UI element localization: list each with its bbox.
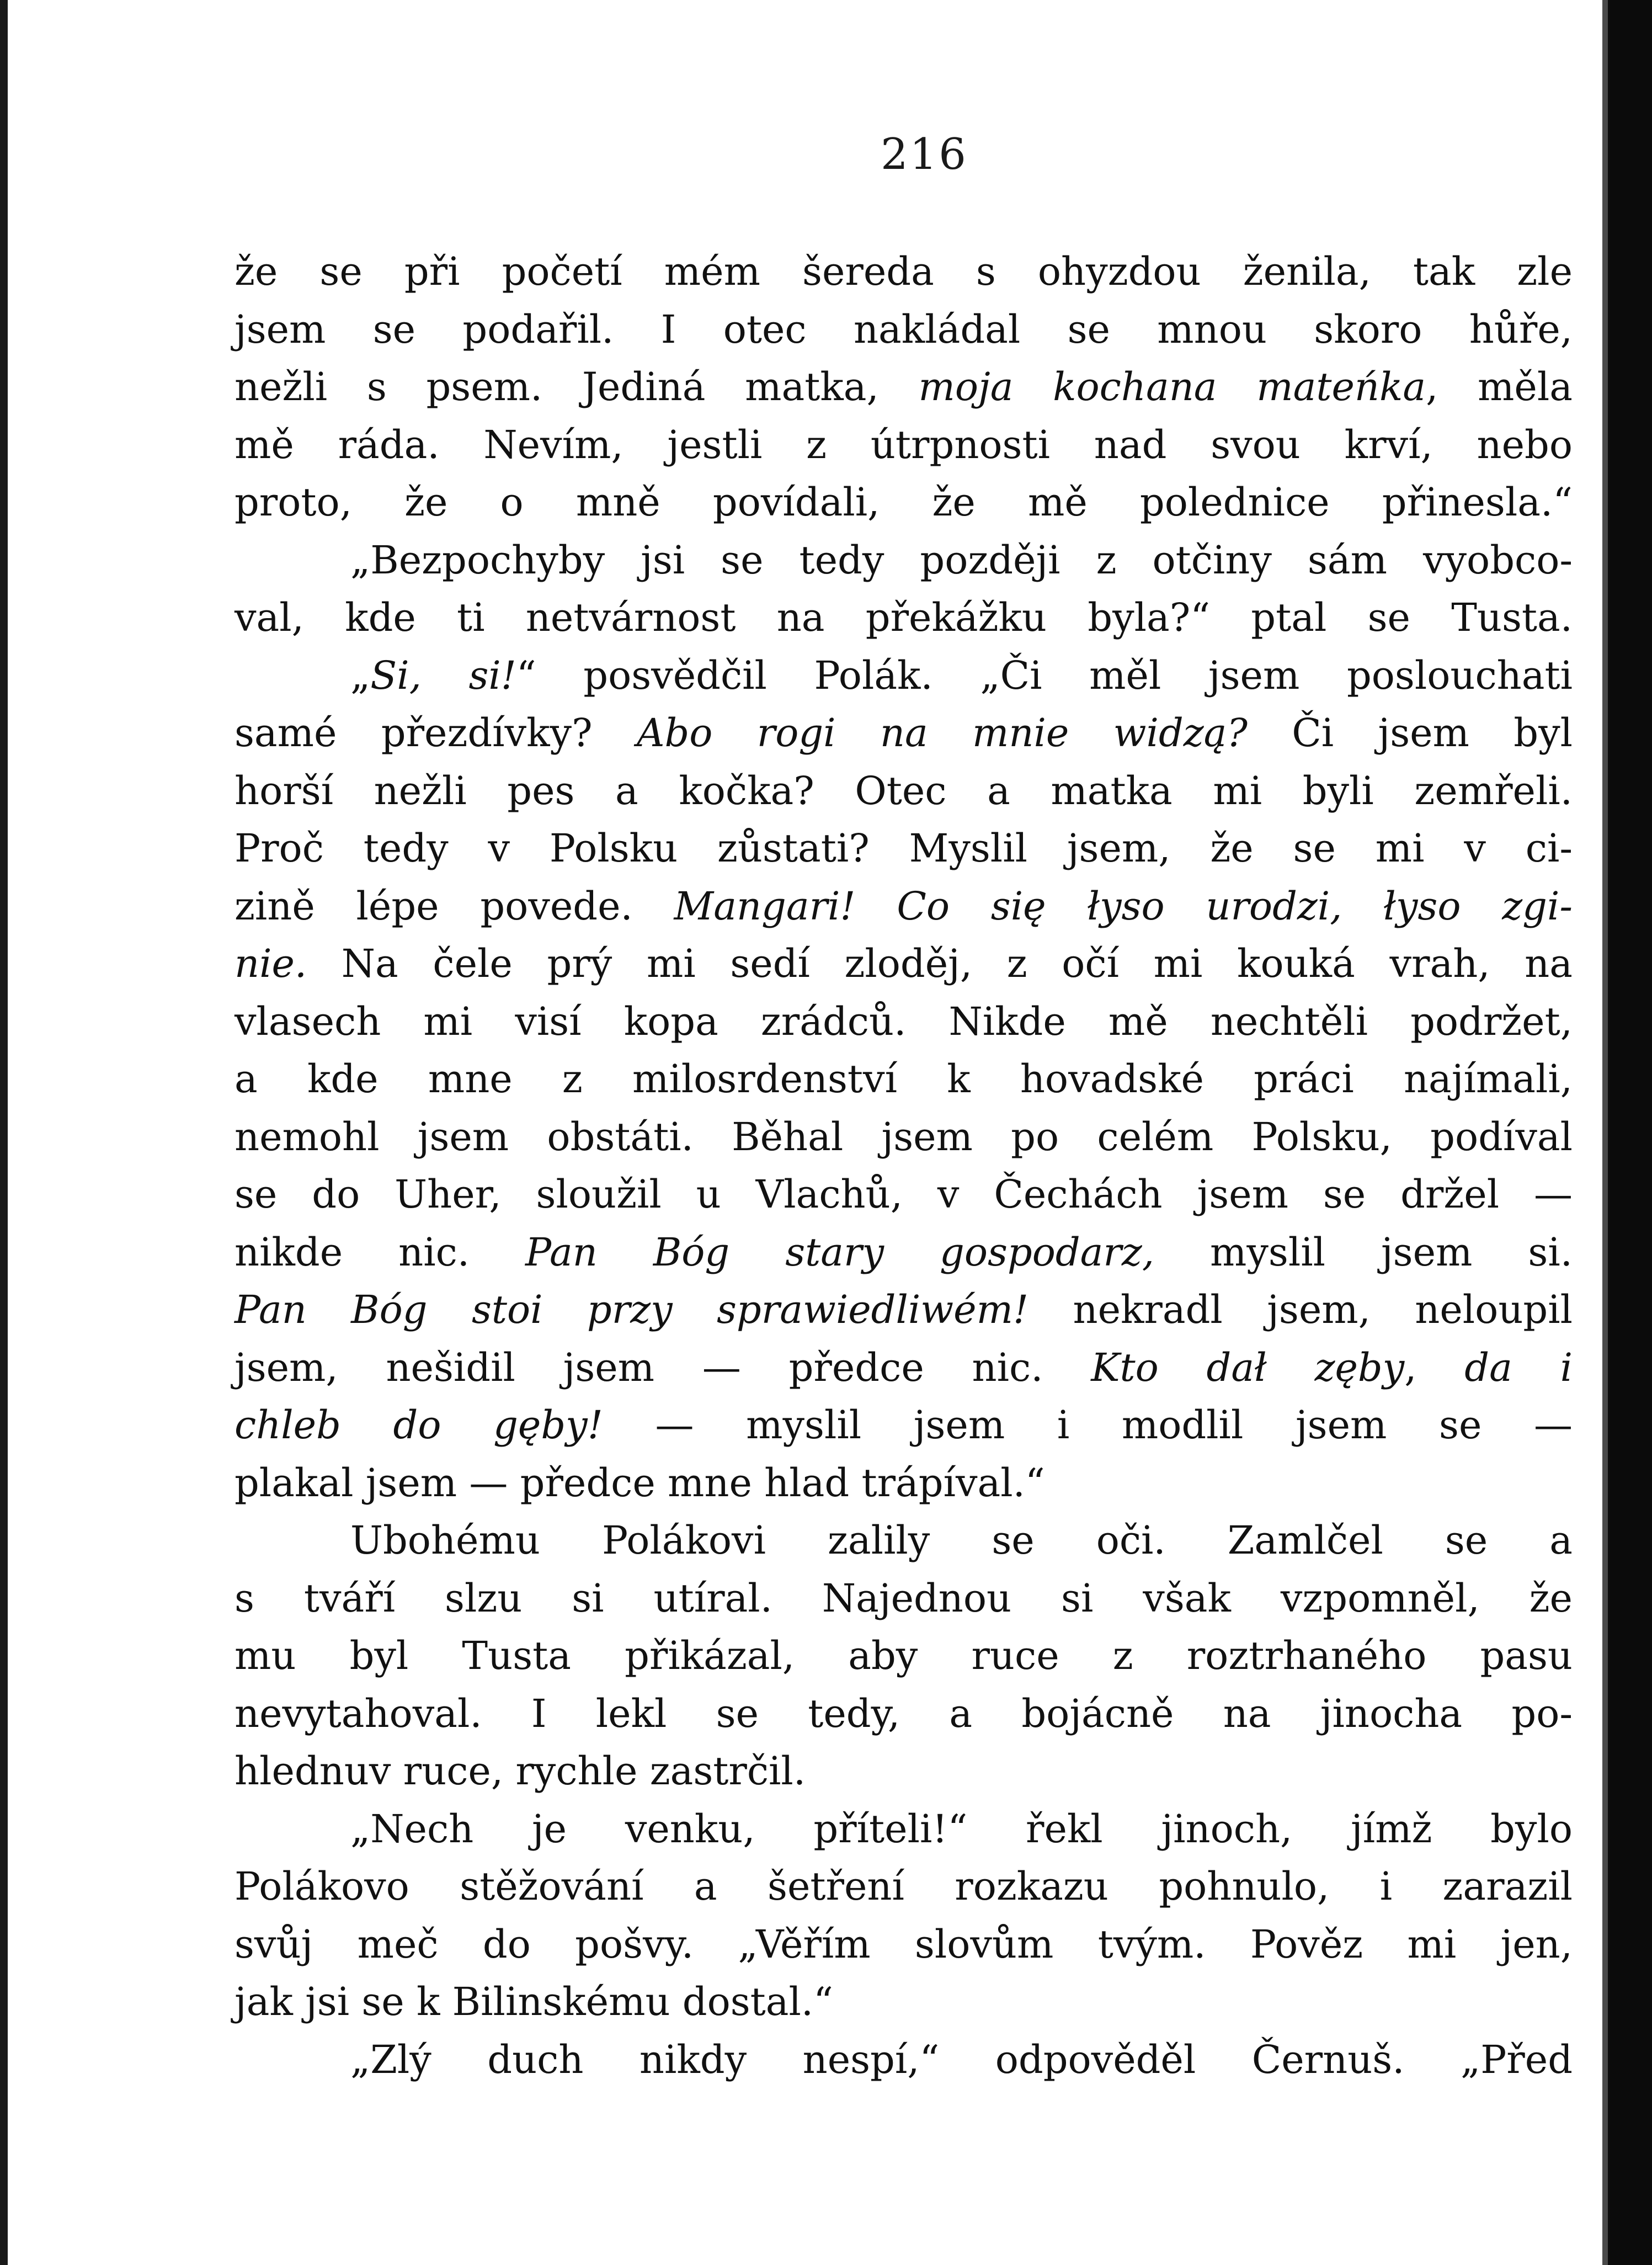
text-line: [235, 1570, 1573, 1628]
italic-phrase: chleb do gęby!: [235, 1402, 603, 1448]
italic-phrase: moja kochana mateńka: [918, 364, 1426, 410]
text-line: [235, 416, 1573, 474]
text-line: [235, 243, 1573, 301]
text-line: [235, 704, 1573, 762]
italic-phrase: Abo rogi na mnie widzą?: [636, 710, 1248, 756]
text-line: [235, 1281, 1573, 1339]
text-run: — myslil jsem i modlil jsem se —: [603, 1402, 1573, 1448]
text-run: , měla: [1426, 364, 1573, 410]
text-run: Ubohému Polákovi zalily se oči. Zamlčel se a: [350, 1518, 1573, 1563]
text-run: “ posvědčil Polák. „Či měl jsem poslouchati: [516, 652, 1573, 698]
text-line: [235, 1454, 1573, 1512]
text-run: proto, že o mně povídali, že mě polednice přinesla.“: [235, 480, 1573, 525]
text-run: nevytahoval. I lekl se tedy, a bojácně na jinocha po-: [235, 1690, 1573, 1736]
text-run: samé přezdívky?: [235, 710, 637, 756]
text-run: mu byl Tusta přikázal, aby ruce z roztrhaného pasu: [235, 1633, 1573, 1678]
body-text: [235, 243, 1573, 2088]
italic-phrase: Kto dał zęby: [1091, 1344, 1405, 1390]
text-line: [235, 820, 1573, 878]
text-run: hlednuv ruce, rychle zastrčil.: [235, 1748, 806, 1794]
text-line: [235, 1973, 1573, 2031]
text-line: [235, 647, 1573, 705]
text-run: a kde mne z milosrdenství k hovadské práci najímali,: [235, 1056, 1573, 1102]
text-run: „Zlý duch nikdy nespí,“ odpověděl Černuš. „Před: [350, 2037, 1573, 2082]
text-line: [235, 474, 1573, 531]
text-run: svůj meč do pošvy. „Věřím slovům tvým. Pověz mi jen,: [235, 1921, 1573, 1967]
italic-phrase: Mangari! Co się łyso urodzi, łyso zgi-: [674, 883, 1573, 929]
text-run: myslil jsem si.: [1154, 1229, 1573, 1275]
text-line: [235, 1339, 1573, 1397]
text-line: [235, 1396, 1573, 1454]
text-line: [235, 1800, 1573, 1858]
text-line: [235, 993, 1573, 1051]
text-run: val, kde ti netvárnost na překážku byla?“ ptal se Tusta.: [235, 595, 1573, 640]
text-line: [235, 1858, 1573, 1916]
text-run: „Nech je venku, příteli!“ řekl jinoch, jímž bylo: [350, 1806, 1573, 1852]
text-run: nežli s psem. Jediná matka,: [235, 364, 919, 410]
text-line: [235, 1685, 1573, 1743]
italic-phrase: Pan Bóg stoi przy sprawiedliwém!: [235, 1287, 1029, 1332]
text-line: [235, 2031, 1573, 2089]
text-run: jsem se podařil. I otec nakládal se mnou skoro hůře,: [235, 306, 1573, 352]
text-line: [235, 1916, 1573, 1974]
italic-phrase: da i: [1464, 1344, 1573, 1390]
text-line: [235, 531, 1573, 589]
text-line: [235, 1512, 1573, 1570]
scan-left-edge: [0, 0, 8, 2265]
text-line: [235, 1166, 1573, 1224]
text-line: [235, 589, 1573, 647]
text-run: mě ráda. Nevím, jestli z útrpnosti nad svou krví, nebo: [235, 422, 1573, 467]
text-run: jak jsi se k Bilinskému dostal.“: [235, 1979, 833, 2024]
text-line: [235, 1108, 1573, 1166]
italic-phrase: nie.: [235, 941, 307, 986]
text-line: [235, 1224, 1573, 1282]
scan-right-shadow: [1602, 0, 1608, 2265]
text-run: že se při početí mém šereda s ohyzdou ženila, tak zle: [235, 249, 1573, 294]
text-line: [235, 1742, 1573, 1800]
text-run: vlasech mi visí kopa zrádců. Nikde mě nechtěli podržet,: [235, 998, 1573, 1044]
text-line: [235, 878, 1573, 935]
text-run: jsem, nešidil jsem — předce nic.: [235, 1344, 1091, 1390]
text-line: [235, 1627, 1573, 1685]
page-number: 216: [881, 130, 968, 179]
text-line: [235, 301, 1573, 359]
text-line: [235, 1050, 1573, 1108]
text-run: nekradl jsem, neloupil: [1028, 1287, 1573, 1332]
text-run: s tváří slzu si utíral. Najednou si však vzpomněl, že: [235, 1575, 1573, 1621]
italic-phrase: Si, si!: [370, 652, 516, 698]
text-run: se do Uher, sloužil u Vlachů, v Čechách jsem se držel —: [235, 1172, 1573, 1217]
text-run: plakal jsem — předce mne hlad trápíval.“: [235, 1460, 1045, 1506]
text-line: [235, 358, 1573, 416]
text-run: nikde nic.: [235, 1229, 526, 1275]
text-run: „: [350, 652, 371, 698]
scan-right-edge: [1608, 0, 1652, 2265]
text-run: Na čele prý mi sedí zloděj, z očí mi kouká vrah, na: [307, 941, 1573, 986]
text-line: [235, 762, 1573, 820]
text-run: ,: [1404, 1344, 1465, 1390]
text-run: horší nežli pes a kočka? Otec a matka mi byli zemřeli.: [235, 768, 1573, 814]
text-run: Proč tedy v Polsku zůstati? Myslil jsem, že se mi v ci-: [235, 826, 1573, 871]
text-run: nemohl jsem obstáti. Běhal jsem po celém Polsku, podíval: [235, 1114, 1573, 1160]
text-run: zině lépe povede.: [235, 883, 674, 929]
text-run: „Bezpochyby jsi se tedy později z otčiny sám vyobco-: [350, 537, 1573, 583]
italic-phrase: Pan Bóg stary gospodarz,: [525, 1229, 1154, 1275]
text-run: Či jsem byl: [1247, 710, 1573, 756]
text-run: Polákovo stěžování a šetření rozkazu pohnulo, i zarazil: [235, 1864, 1573, 1909]
text-line: [235, 935, 1573, 993]
